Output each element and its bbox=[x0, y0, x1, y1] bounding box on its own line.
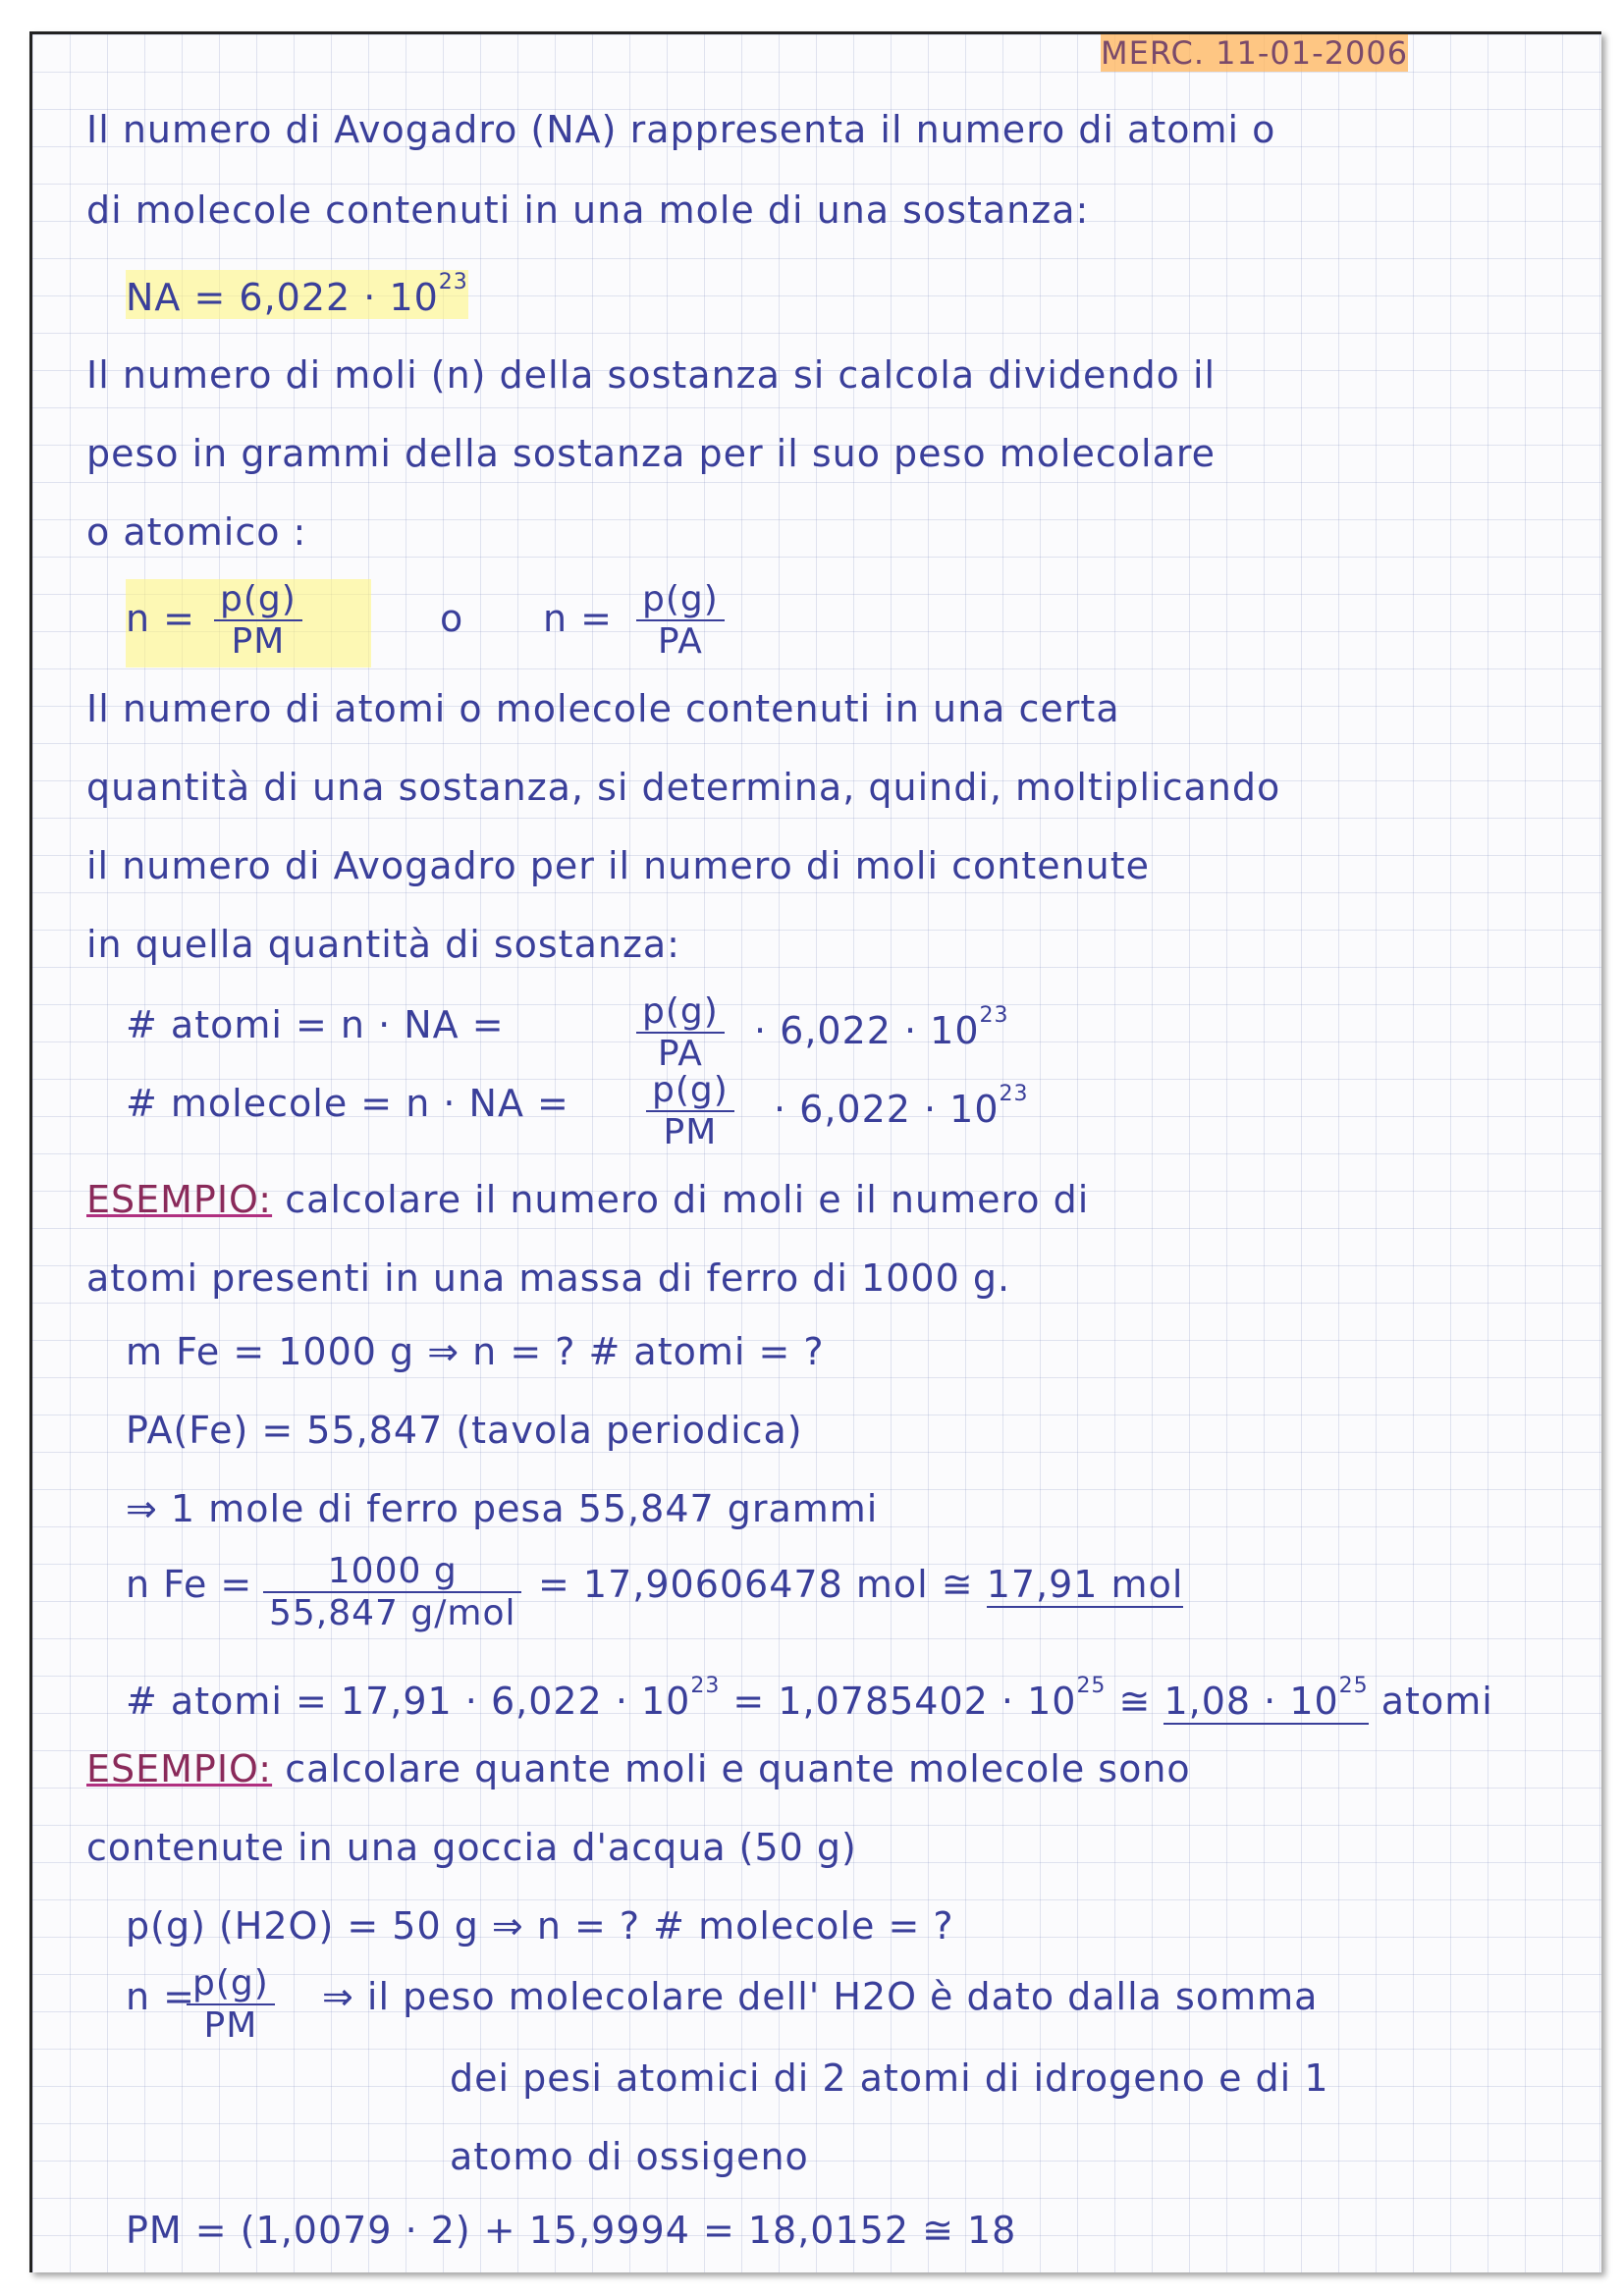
formula-water-moles: n = $\frac{p(g)}{PM}$ ⇒ il peso molecolare dell' H2O è dato dalla somma bbox=[126, 1963, 1319, 2046]
text-line: il numero di Avogadro per il numero di moli contenute bbox=[86, 844, 1151, 887]
notebook-page bbox=[29, 31, 1601, 2272]
text-line: atomi presenti in una massa di ferro di 1000 g. bbox=[86, 1256, 1011, 1300]
formula-iron-atoms: # atomi = $17,91 \cdot 6,022 \cdot 10^{23} = 1,0785402 \cdot 10^{25}$ ≅ $1,08 \cdot 10^{25}$ atomi bbox=[126, 1674, 1493, 1723]
text-line: Il numero di Avogadro (NA) rappresenta il numero di atomi o bbox=[86, 108, 1276, 151]
formula-moles-pm: n = $\frac{p(g)}{PM}$ bbox=[126, 579, 371, 667]
or-word: o bbox=[440, 597, 464, 640]
formula-atoms: # atomi = n · NA = $\frac{p(g)}{PA}$ · $6,022 \cdot 10^{23}$ bbox=[126, 991, 1009, 1074]
formula-avogadro: NA = $6,022 \cdot 10^{23}$ bbox=[126, 270, 468, 319]
formula-iron-moles: n Fe = 1000 g 55,847 g/mol = 17,90606478 mol ≅ 17,91 mol bbox=[126, 1551, 1184, 1633]
formula-water-pm: PM = (1,0079 · 2) + 15,9994 = 18,0152 ≅ 18 bbox=[126, 2209, 1017, 2252]
text-line: peso in grammi della sostanza per il suo peso molecolare bbox=[86, 432, 1217, 475]
text-line: o atomico : bbox=[86, 510, 307, 554]
text-line: atomo di ossigeno bbox=[450, 2135, 809, 2178]
text-line: p(g) (H2O) = 50 g ⇒ n = ? # molecole = ? bbox=[126, 1904, 954, 1948]
text-line: PA(Fe) = 55,847 (tavola periodica) bbox=[126, 1409, 803, 1452]
text-line: dei pesi atomici di 2 atomi di idrogeno e di 1 bbox=[450, 2056, 1329, 2100]
text-line: ⇒ 1 mole di ferro pesa 55,847 grammi bbox=[126, 1487, 879, 1530]
formula-moles-pa: n = $\frac{p(g)}{PA}$ bbox=[543, 579, 788, 667]
header-date: MERC. 11-01-2006 bbox=[1101, 34, 1409, 72]
text-line: quantità di una sostanza, si determina, quindi, moltiplicando bbox=[86, 766, 1281, 809]
text-line: contenute in una goccia d'acqua (50 g) bbox=[86, 1826, 857, 1869]
text-line: m Fe = 1000 g ⇒ n = ? # atomi = ? bbox=[126, 1330, 825, 1373]
text-line: di molecole contenuti in una mole di una sostanza: bbox=[86, 188, 1090, 232]
formula-molecules: # molecole = n · NA = $\frac{p(g)}{PM}$ · $6,022 \cdot 10^{23}$ bbox=[126, 1070, 1029, 1152]
example-2-heading: ESEMPIO: calcolare quante moli e quante molecole sono bbox=[86, 1747, 1191, 1790]
text-line: Il numero di atomi o molecole contenuti in una certa bbox=[86, 687, 1120, 730]
text-line: Il numero di moli (n) della sostanza si calcola dividendo il bbox=[86, 353, 1217, 397]
example-1-heading: ESEMPIO: calcolare il numero di moli e il numero di bbox=[86, 1178, 1090, 1221]
text-line: in quella quantità di sostanza: bbox=[86, 923, 680, 966]
